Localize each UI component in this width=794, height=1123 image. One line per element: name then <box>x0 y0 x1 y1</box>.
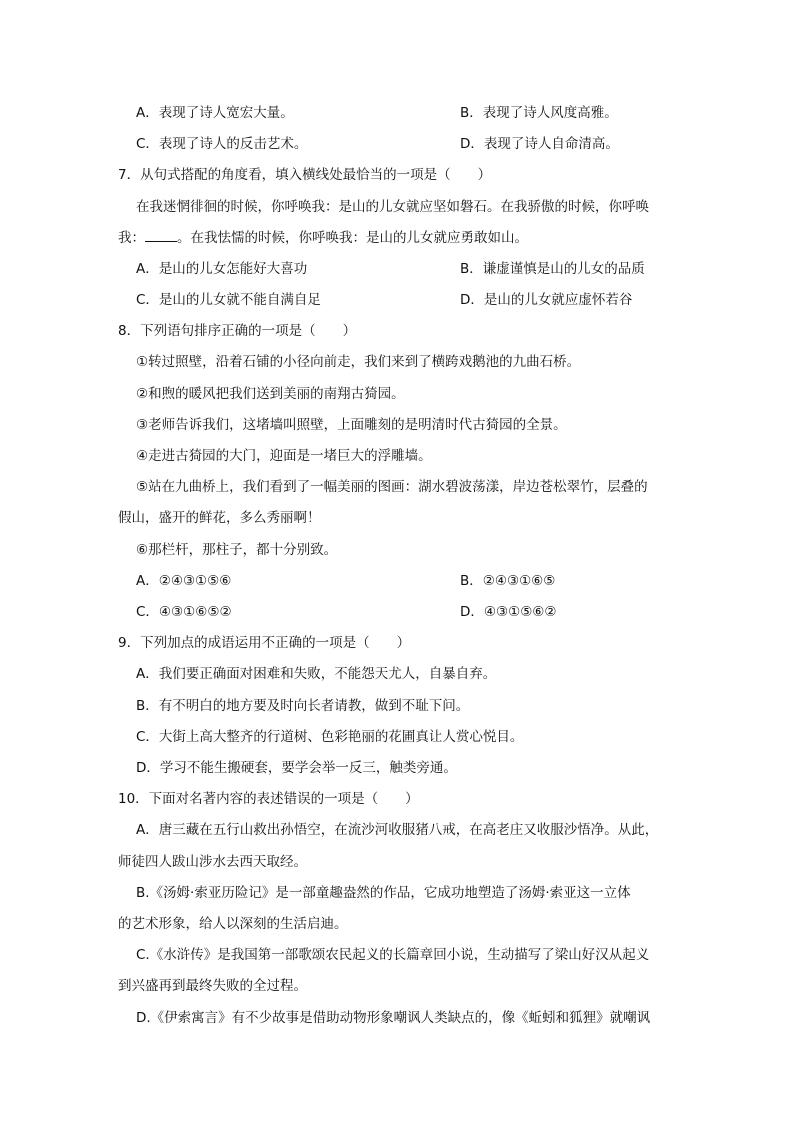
q7-option-a: A．是山的儿女怎能好大喜功 <box>136 261 308 277</box>
q10-option-a: A．唐三藏在五行山救出孙悟空，在流沙河收服猪八戒，在高老庄又收服沙悟净。从此， <box>136 822 659 838</box>
q10-option-c-cont: 到兴盛再到最终失败的全过程。 <box>118 978 307 994</box>
q10-option-b: B.《汤姆·索亚历险记》是一部童趣盎然的作品，它成功地塑造了汤姆·索亚这一立体 <box>136 885 631 901</box>
q10-option-d: D.《伊索寓言》有不少故事是借助动物形象嘲讽人类缺点的，像《蚯蚓和狐狸》就嘲讽 <box>136 1010 651 1026</box>
q7-option-c: C．是山的儿女就不能自满自足 <box>136 292 321 308</box>
q7-option-d: D．是山的儿女就应虚怀若谷 <box>460 292 633 308</box>
q8-item-5: ⑤站在九曲桥上，我们看到了一幅美丽的图画：湖水碧波荡漾，岸边苍松翠竹，层叠的 <box>136 479 648 495</box>
q8-option-d: D．④③①⑤⑥② <box>460 604 557 620</box>
q8-item-1: ①转过照壁，沿着石铺的小径向前走，我们来到了横跨戏鹅池的九曲石桥。 <box>136 354 581 370</box>
q10-option-a-cont: 师徒四人跋山涉水去西天取经。 <box>118 854 307 870</box>
q7-passage-post: 。在我怯懦的时候，你呼唤我：是山的儿女就应勇敢如山。 <box>177 230 528 246</box>
q9-option-c: C．大街上高大整齐的行道树、色彩艳丽的花圃真让人赏心悦目。 <box>136 729 524 745</box>
q7-passage-pre: 我： <box>118 230 145 246</box>
q7-passage-line1: 在我迷惘徘徊的时候，你呼唤我：是山的儿女就应坚如磐石。在我骄傲的时候，你呼唤 <box>136 199 649 215</box>
q7-answer-blank <box>145 229 177 242</box>
q8-item-4: ④走进古猗园的大门，迎面是一堵巨大的浮雕墙。 <box>136 448 432 464</box>
q8-option-c: C．④③①⑥⑤② <box>136 604 232 620</box>
q9-option-a: A．我们要正确面对困难和失败，不能怨天尤人，自暴自弃。 <box>136 666 497 682</box>
q9-option-b: B．有不明白的地方要及时向长者请教，做到不耻下问。 <box>136 698 470 714</box>
q8-stem: 8．下列语句排序正确的一项是（ ） <box>118 323 357 339</box>
q7-option-b: B．谦虚谨慎是山的儿女的品质 <box>460 261 645 277</box>
q8-item-3: ③老师告诉我们，这堵墙叫照壁，上面雕刻的是明清时代古猗园的全景。 <box>136 417 567 433</box>
q8-item-5-cont: 假山，盛开的鲜花，多么秀丽啊！ <box>118 510 321 526</box>
q9-option-d: D．学习不能生搬硬套，要学会举一反三，触类旁通。 <box>136 760 457 776</box>
q8-item-2: ②和煦的暖风把我们送到美丽的南翔古猗园。 <box>136 386 405 402</box>
q6-option-c: C．表现了诗人的反击艺术。 <box>136 136 308 152</box>
q7-passage-line2 <box>118 229 528 247</box>
q9-stem: 9．下列加点的成语运用不正确的一项是（ ） <box>118 635 411 651</box>
q6-option-b: B．表现了诗人风度高雅。 <box>460 105 618 121</box>
q10-option-b-cont: 的艺术形象，给人以深刻的生活启迪。 <box>118 916 348 932</box>
q7-stem: 7．从句式搭配的角度看，填入横线处最恰当的一项是（ ） <box>118 167 492 183</box>
q10-option-c: C.《水浒传》是我国第一部歌颂农民起义的长篇章回小说，生动描写了梁山好汉从起义 <box>136 947 650 963</box>
q8-option-b: B．②④③①⑥⑤ <box>460 573 556 589</box>
q8-option-a: A．②④③①⑤⑥ <box>136 573 232 589</box>
q10-stem: 10．下面对名著内容的表述错误的一项是（ ） <box>118 791 419 807</box>
q6-option-d: D．表现了诗人自命清高。 <box>460 136 619 152</box>
q8-item-6: ⑥那栏杆，那柱子，都十分别致。 <box>136 542 338 558</box>
q6-option-a: A．表现了诗人宽宏大量。 <box>136 105 294 121</box>
